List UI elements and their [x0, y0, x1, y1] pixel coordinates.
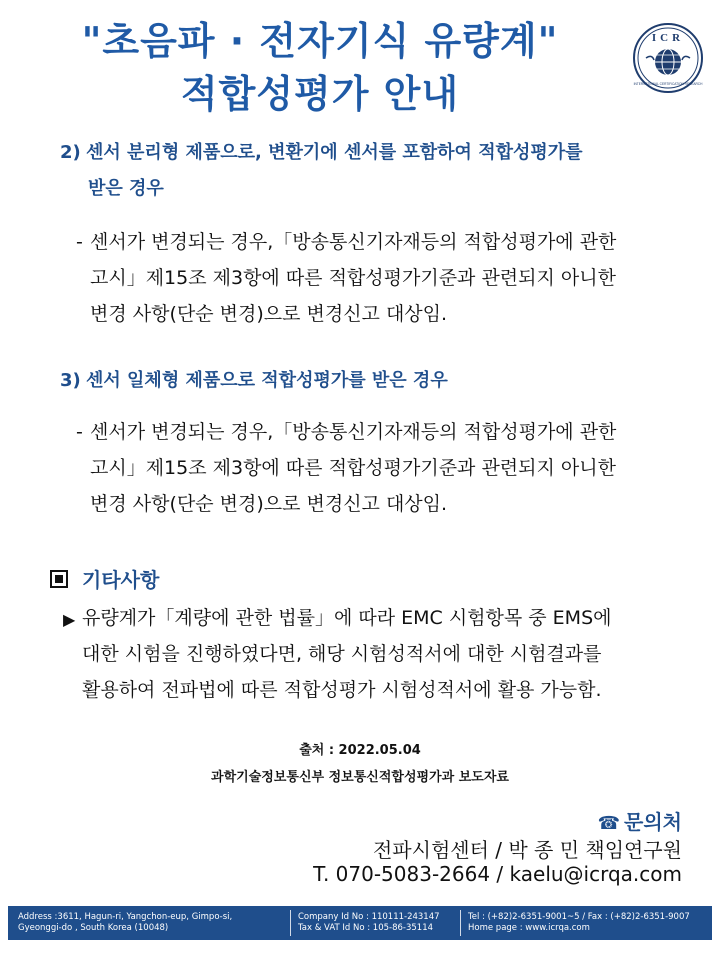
source-date: 출처 : 2022.05.04 — [299, 743, 421, 758]
section-3-body-line-2: 고시」제15조 제3항에 따른 적합성평가기준과 관련되지 아니한 — [90, 457, 616, 479]
section-3-heading-text: 센서 일체형 제품으로 적합성평가를 받은 경우 — [86, 370, 448, 391]
etc-heading — [50, 564, 159, 593]
section-3-body-line-3: 변경 사항(단순 변경)으로 변경신고 대상임. — [90, 493, 448, 515]
section-3-bullet: - — [76, 421, 83, 443]
contact-heading-text: 문의처 — [624, 810, 682, 834]
logo-text: ICR — [651, 32, 685, 44]
section-2-bullet: - — [76, 231, 83, 253]
section-2-heading-line-1: 센서 분리형 제품으로, 변환기에 센서를 포함하여 적합성평가를 — [86, 142, 583, 163]
icr-logo — [632, 22, 704, 94]
section-2-body-line-1: 센서가 변경되는 경우,「방송통신기자재등의 적합성평가에 관한 — [90, 231, 617, 253]
contact-phone-email: T. 070-5083-2664 / kaelu@icrqa.com — [313, 862, 682, 886]
etc-body — [82, 600, 702, 708]
footer-address-line-1: Address :3611, Hagun-ri, Yangchon-eup, Gimpo-si, — [18, 912, 233, 922]
etc-heading-text: 기타사항 — [82, 568, 160, 592]
section-2-body — [90, 224, 710, 332]
etc-body-line-2: 대한 시험을 진행하였다면, 해당 시험성적서에 대한 시험결과를 — [82, 643, 602, 665]
footer-contact — [468, 912, 690, 934]
section-2-body-line-3: 변경 사항(단순 변경)으로 변경신고 대상임. — [90, 303, 448, 325]
section-2-number: 2) — [60, 142, 81, 163]
footer-company-line-1: Company Id No : 110111-243147 — [298, 912, 440, 922]
play-arrow-icon: ▶ — [63, 610, 76, 629]
footer-contact-line-1: Tel : (+82)2-6351-9001~5 / Fax : (+82)2-6351-9007 — [468, 912, 690, 922]
contact-heading — [598, 806, 682, 835]
telephone-icon: ☎ — [597, 813, 621, 834]
contact-person: 전파시험센터 / 박 종 민 책임연구원 — [372, 838, 682, 862]
footer-divider — [460, 910, 461, 936]
section-3-body — [90, 414, 710, 522]
etc-body-line-3: 활용하여 전파법에 따른 적합성평가 시험성적서에 활용 가능함. — [82, 679, 602, 701]
footer-address — [18, 912, 232, 934]
source-publisher: 과학기술정보통신부 정보통신적합성평가과 보도자료 — [211, 770, 509, 785]
boxed-square-icon — [50, 570, 68, 588]
section-2-heading-line-2: 받은 경우 — [88, 178, 164, 199]
title-line-1: "초음파 · 전자기식 유량계" — [81, 19, 559, 63]
footer-contact-line-2: Home page : www.icrqa.com — [468, 923, 590, 933]
title-line-2: 적합성평가 안내 — [180, 72, 460, 116]
section-3-body-line-1: 센서가 변경되는 경우,「방송통신기자재등의 적합성평가에 관한 — [90, 421, 617, 443]
footer-divider — [290, 910, 291, 936]
footer-company — [298, 912, 440, 934]
etc-body-line-1: 유량계가「계량에 관한 법률」에 따라 EMC 시험항목 중 EMS에 — [82, 607, 612, 629]
section-2-body-line-2: 고시」제15조 제3항에 따른 적합성평가기준과 관련되지 아니한 — [90, 267, 616, 289]
footer-address-line-2: Gyeonggi-do , South Korea (10048) — [18, 923, 169, 933]
logo-subtext: INTERNATIONAL CERTIFICATION RESEARCH — [633, 82, 703, 86]
footer-bar — [8, 906, 712, 940]
section-3-number: 3) — [60, 370, 81, 391]
footer-company-line-2: Tax & VAT Id No : 105-86-35114 — [298, 923, 434, 933]
